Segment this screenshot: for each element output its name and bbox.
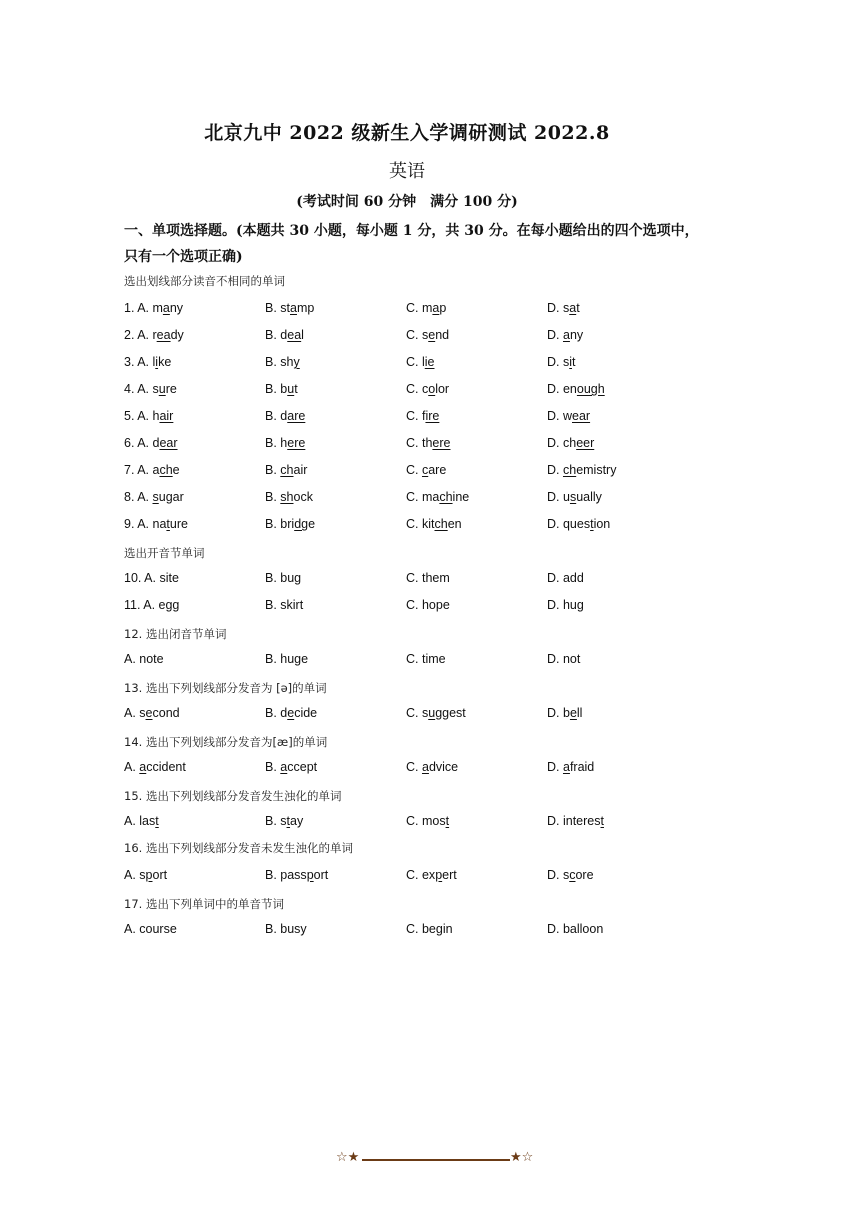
option-text: p — [439, 301, 447, 315]
option-text: ke — [158, 355, 172, 369]
option-text: D. hug — [547, 598, 584, 612]
option-d[interactable] — [547, 490, 602, 504]
option-text: B. — [265, 490, 281, 504]
section-heading-line1: 一、单项选择题。(本题共 30 小题，每小题 1 分，共 30 分。在每小题给出的四个选项中， — [124, 223, 699, 239]
question-row — [124, 706, 744, 724]
option-text: D. interes — [547, 814, 601, 828]
option-d[interactable] — [547, 517, 610, 531]
underlined-letters: a — [280, 760, 288, 774]
footer-divider — [362, 1159, 510, 1161]
underlined-letters: p — [145, 868, 153, 882]
underlined-letters: ere — [432, 436, 451, 450]
option-text: 10. A. site — [124, 571, 179, 585]
option-c[interactable] — [406, 652, 446, 666]
option-text: ccident — [146, 760, 186, 774]
option-d[interactable] — [547, 409, 590, 423]
option-text: C. ma — [406, 490, 440, 504]
option-b[interactable] — [265, 922, 307, 936]
question-row — [124, 571, 744, 589]
underlined-letters: ear — [159, 436, 178, 450]
option-text: C. c — [406, 382, 429, 396]
option-b[interactable] — [265, 517, 315, 531]
option-b[interactable] — [265, 814, 303, 828]
option-c[interactable] — [406, 301, 446, 315]
option-text: C. th — [406, 436, 433, 450]
option-c[interactable] — [406, 409, 439, 423]
option-text: C. s — [406, 328, 429, 342]
option-d[interactable] — [547, 598, 584, 612]
option-text: nd — [435, 328, 450, 342]
option-d[interactable] — [547, 436, 594, 450]
option-d[interactable] — [547, 652, 580, 666]
underlined-letters: ea — [156, 328, 171, 342]
option-text: t — [294, 382, 298, 396]
underlined-letters: p — [435, 868, 443, 882]
underlined-letters: t — [155, 814, 159, 828]
option-text: B. huge — [265, 652, 309, 666]
option-text: C. s — [406, 706, 429, 720]
option-d[interactable] — [547, 382, 605, 396]
option-b[interactable] — [265, 571, 301, 585]
option-a[interactable] — [124, 301, 183, 315]
question-row — [124, 301, 744, 319]
option-c[interactable] — [406, 436, 450, 450]
option-text: D. s — [547, 868, 570, 882]
option-text: A. — [124, 760, 140, 774]
instruction-q13: 13. 选出下列划线部分发音为 [ə]的单词 — [124, 681, 327, 695]
option-text: ine — [452, 490, 470, 504]
option-c[interactable] — [406, 598, 450, 612]
underlined-letters: e — [287, 706, 295, 720]
option-text: are — [428, 463, 447, 477]
underlined-letters: ough — [576, 382, 605, 396]
question-row — [124, 814, 744, 832]
star-icon: ★☆ — [510, 1150, 534, 1165]
underlined-letters: ear — [572, 409, 591, 423]
underlined-letters: eer — [576, 436, 595, 450]
question-row — [124, 409, 744, 427]
option-d[interactable] — [547, 301, 580, 315]
option-a[interactable] — [124, 328, 184, 342]
underlined-letters: y — [293, 355, 300, 369]
option-c[interactable] — [406, 355, 434, 369]
instruction-q12: 12. 选出闭音节单词 — [124, 627, 227, 641]
option-a[interactable] — [124, 598, 179, 612]
underlined-letters: ch — [280, 463, 294, 477]
option-text: ay — [290, 814, 304, 828]
option-b[interactable] — [265, 598, 303, 612]
underlined-letters: ie — [424, 355, 435, 369]
option-text: C. m — [406, 301, 433, 315]
option-text: re — [165, 382, 177, 396]
option-text: D. add — [547, 571, 584, 585]
option-text: B. bri — [265, 517, 295, 531]
instruction-open-syllable: 选出开音节单词 — [124, 546, 205, 560]
underlined-letters: t — [445, 814, 450, 828]
option-c[interactable] — [406, 571, 450, 585]
option-text: C. f — [406, 409, 426, 423]
option-text: 1. A. m — [124, 301, 163, 315]
underlined-letters: a — [162, 301, 170, 315]
underlined-letters: a — [421, 760, 429, 774]
page-footer-ornament — [336, 1150, 536, 1170]
option-d[interactable] — [547, 355, 576, 369]
underlined-letters: s — [569, 490, 577, 504]
option-text: ock — [293, 490, 313, 504]
question-row — [124, 463, 744, 481]
option-text: ually — [576, 490, 602, 504]
instruction-q16: 16. 选出下列划线部分发音未发生浊化的单词 — [124, 841, 353, 855]
underlined-letters: u — [428, 706, 436, 720]
underlined-letters: air — [159, 409, 174, 423]
option-b[interactable] — [265, 409, 305, 423]
underlined-letters: a — [562, 328, 570, 342]
option-text: en — [447, 517, 462, 531]
underlined-letters: o — [428, 382, 436, 396]
option-text: B. h — [265, 436, 288, 450]
option-b[interactable] — [265, 463, 307, 477]
star-icon: ☆★ — [336, 1150, 360, 1165]
question-row — [124, 868, 744, 886]
option-text: C. time — [406, 652, 446, 666]
option-c[interactable] — [406, 517, 462, 531]
option-text: emistry — [576, 463, 617, 477]
option-c[interactable] — [406, 814, 449, 828]
option-text: ny — [169, 301, 184, 315]
option-text: ugar — [158, 490, 184, 504]
option-d[interactable] — [547, 814, 604, 828]
option-text: D. w — [547, 409, 572, 423]
question-row — [124, 355, 744, 373]
option-d[interactable] — [547, 706, 582, 720]
option-a[interactable] — [124, 814, 159, 828]
underlined-letters: are — [287, 409, 306, 423]
option-a[interactable] — [124, 463, 180, 477]
option-text: B. b — [265, 382, 288, 396]
option-text: lor — [435, 382, 450, 396]
option-text: C. hope — [406, 598, 450, 612]
option-text: ccept — [287, 760, 318, 774]
option-a[interactable] — [124, 922, 177, 936]
option-text: B. d — [265, 328, 288, 342]
option-a[interactable] — [124, 382, 177, 396]
option-d[interactable] — [547, 760, 594, 774]
option-a[interactable] — [124, 490, 184, 504]
question-row — [124, 598, 744, 616]
option-text: C. l — [406, 355, 425, 369]
option-b[interactable] — [265, 490, 313, 504]
underlined-letters: c — [421, 463, 429, 477]
option-text: B. busy — [265, 922, 307, 936]
option-text: D. ques — [547, 517, 591, 531]
option-text: D. — [547, 328, 563, 342]
underlined-letters: a — [562, 760, 570, 774]
option-text: ure — [169, 517, 188, 531]
option-text: fraid — [569, 760, 595, 774]
question-row — [124, 382, 744, 400]
option-text: A. s — [124, 868, 146, 882]
option-a[interactable] — [124, 517, 188, 531]
option-a[interactable] — [124, 868, 167, 882]
underlined-letters: t — [286, 814, 291, 828]
option-text: D. s — [547, 355, 570, 369]
option-c[interactable] — [406, 490, 469, 504]
option-b[interactable] — [265, 328, 304, 342]
option-text: B. skirt — [265, 598, 304, 612]
underlined-letters: sh — [280, 490, 294, 504]
underlined-letters: ch — [159, 463, 173, 477]
option-text: D. not — [547, 652, 581, 666]
option-d[interactable] — [547, 868, 594, 882]
underlined-letters: t — [590, 517, 594, 531]
option-text: D. — [547, 463, 563, 477]
option-text: D. balloon — [547, 922, 604, 936]
option-c[interactable] — [406, 706, 466, 720]
option-d[interactable] — [547, 922, 603, 936]
underlined-letters: p — [306, 868, 314, 882]
section-heading-line2: 只有一个选项正确) — [124, 249, 243, 265]
option-text: D. b — [547, 706, 570, 720]
underlined-letters: a — [139, 760, 147, 774]
underlined-letters: a — [569, 301, 577, 315]
option-c[interactable] — [406, 922, 453, 936]
option-text: B. d — [265, 409, 288, 423]
option-text: B. s — [265, 814, 287, 828]
option-text: B. pass — [265, 868, 307, 882]
option-text: 6. A. d — [124, 436, 160, 450]
option-text: A. las — [124, 814, 156, 828]
option-b[interactable] — [265, 652, 308, 666]
option-c[interactable] — [406, 463, 446, 477]
option-b[interactable] — [265, 436, 305, 450]
underlined-letters: i — [569, 355, 573, 369]
option-a[interactable] — [124, 409, 173, 423]
option-text: air — [293, 463, 308, 477]
underlined-letters: ch — [562, 463, 577, 477]
option-text: 2. A. r — [124, 328, 157, 342]
option-text: 8. A. — [124, 490, 153, 504]
underlined-letters: a — [290, 301, 297, 315]
option-text: D. s — [547, 301, 570, 315]
option-text: t — [572, 355, 576, 369]
option-a[interactable] — [124, 652, 164, 666]
underlined-letters: dg — [294, 517, 309, 531]
option-a[interactable] — [124, 760, 186, 774]
option-text: B. bug — [265, 571, 302, 585]
option-text: A. note — [124, 652, 164, 666]
option-text: t — [576, 301, 580, 315]
underlined-letters: e — [428, 328, 436, 342]
option-a[interactable] — [124, 571, 179, 585]
option-text: l — [301, 328, 304, 342]
option-text: C. kit — [406, 517, 435, 531]
question-row — [124, 922, 744, 940]
question-row — [124, 652, 744, 670]
option-b[interactable] — [265, 760, 317, 774]
section-heading — [124, 218, 724, 270]
option-text: ort — [313, 868, 329, 882]
option-text: C. ex — [406, 868, 436, 882]
option-text: C. — [406, 463, 422, 477]
underlined-letters: ire — [425, 409, 440, 423]
option-text: ert — [442, 868, 457, 882]
option-text: D. — [547, 760, 563, 774]
option-text: C. mos — [406, 814, 446, 828]
instruction-pronunciation: 选出划线部分读音不相同的单词 — [124, 274, 285, 288]
question-row — [124, 436, 744, 454]
option-text: cond — [152, 706, 180, 720]
option-text: B. — [265, 463, 281, 477]
option-text: ore — [575, 868, 594, 882]
option-text: dy — [170, 328, 184, 342]
option-c[interactable] — [406, 760, 458, 774]
option-c[interactable] — [406, 328, 449, 342]
option-d[interactable] — [547, 571, 584, 585]
underlined-letters: u — [287, 382, 295, 396]
option-text: ggest — [435, 706, 466, 720]
option-b[interactable] — [265, 382, 298, 396]
option-d[interactable] — [547, 463, 616, 477]
option-text: B. d — [265, 706, 288, 720]
underlined-letters: ere — [287, 436, 306, 450]
option-text: mp — [296, 301, 315, 315]
underlined-letters: t — [600, 814, 604, 828]
option-text: 5. A. h — [124, 409, 160, 423]
exam-subject: 英语 — [389, 161, 425, 182]
option-text: A. s — [124, 706, 146, 720]
question-row — [124, 490, 744, 508]
option-a[interactable] — [124, 436, 178, 450]
option-text: dvice — [428, 760, 459, 774]
instruction-q14: 14. 选出下列划线部分发音为[æ]的单词 — [124, 735, 328, 749]
option-text: ort — [152, 868, 168, 882]
underlined-letters: e — [145, 706, 153, 720]
option-b[interactable] — [265, 301, 314, 315]
question-row — [124, 760, 744, 778]
option-b[interactable] — [265, 868, 328, 882]
option-text: D. ch — [547, 436, 577, 450]
exam-time-score: (考试时间 60 分钟 满分 100 分) — [296, 194, 518, 210]
underlined-letters: u — [158, 382, 166, 396]
question-row — [124, 328, 744, 346]
option-text: 4. A. s — [124, 382, 159, 396]
underlined-letters: s — [152, 490, 159, 504]
underlined-letters: ch — [439, 490, 453, 504]
option-text: A. course — [124, 922, 177, 936]
underlined-letters: a — [432, 301, 440, 315]
option-text: 11. A. egg — [124, 598, 180, 612]
exam-title: 北京九中 2022 级新生入学调研测试 2022.8 — [204, 122, 610, 144]
option-text: ny — [569, 328, 584, 342]
option-c[interactable] — [406, 868, 457, 882]
option-text: e — [172, 463, 180, 477]
option-text: B. — [265, 760, 281, 774]
underlined-letters: ch — [434, 517, 448, 531]
option-text: B. sh — [265, 355, 294, 369]
underlined-letters: t — [166, 517, 170, 531]
option-text: C. begin — [406, 922, 453, 936]
underlined-letters: i — [155, 355, 159, 369]
instruction-q15: 15. 选出下列划线部分发音发生浊化的单词 — [124, 789, 342, 803]
option-b[interactable] — [265, 355, 300, 369]
option-text: C. them — [406, 571, 450, 585]
instruction-q17: 17. 选出下列单词中的单音节词 — [124, 897, 284, 911]
option-text: 9. A. na — [124, 517, 167, 531]
option-text: 3. A. l — [124, 355, 156, 369]
option-c[interactable] — [406, 382, 449, 396]
option-text: D. en — [547, 382, 577, 396]
option-text: cide — [294, 706, 318, 720]
option-text: ion — [593, 517, 611, 531]
option-a[interactable] — [124, 355, 171, 369]
option-a[interactable] — [124, 706, 180, 720]
option-text: C. — [406, 760, 422, 774]
option-text: 7. A. a — [124, 463, 160, 477]
underlined-letters: c — [569, 868, 576, 882]
option-text: D. u — [547, 490, 570, 504]
option-text: B. st — [265, 301, 291, 315]
option-b[interactable] — [265, 706, 317, 720]
underlined-letters: ea — [287, 328, 302, 342]
option-d[interactable] — [547, 328, 583, 342]
option-text: e — [308, 517, 316, 531]
question-row — [124, 517, 744, 535]
underlined-letters: e — [569, 706, 577, 720]
option-text: ll — [576, 706, 583, 720]
